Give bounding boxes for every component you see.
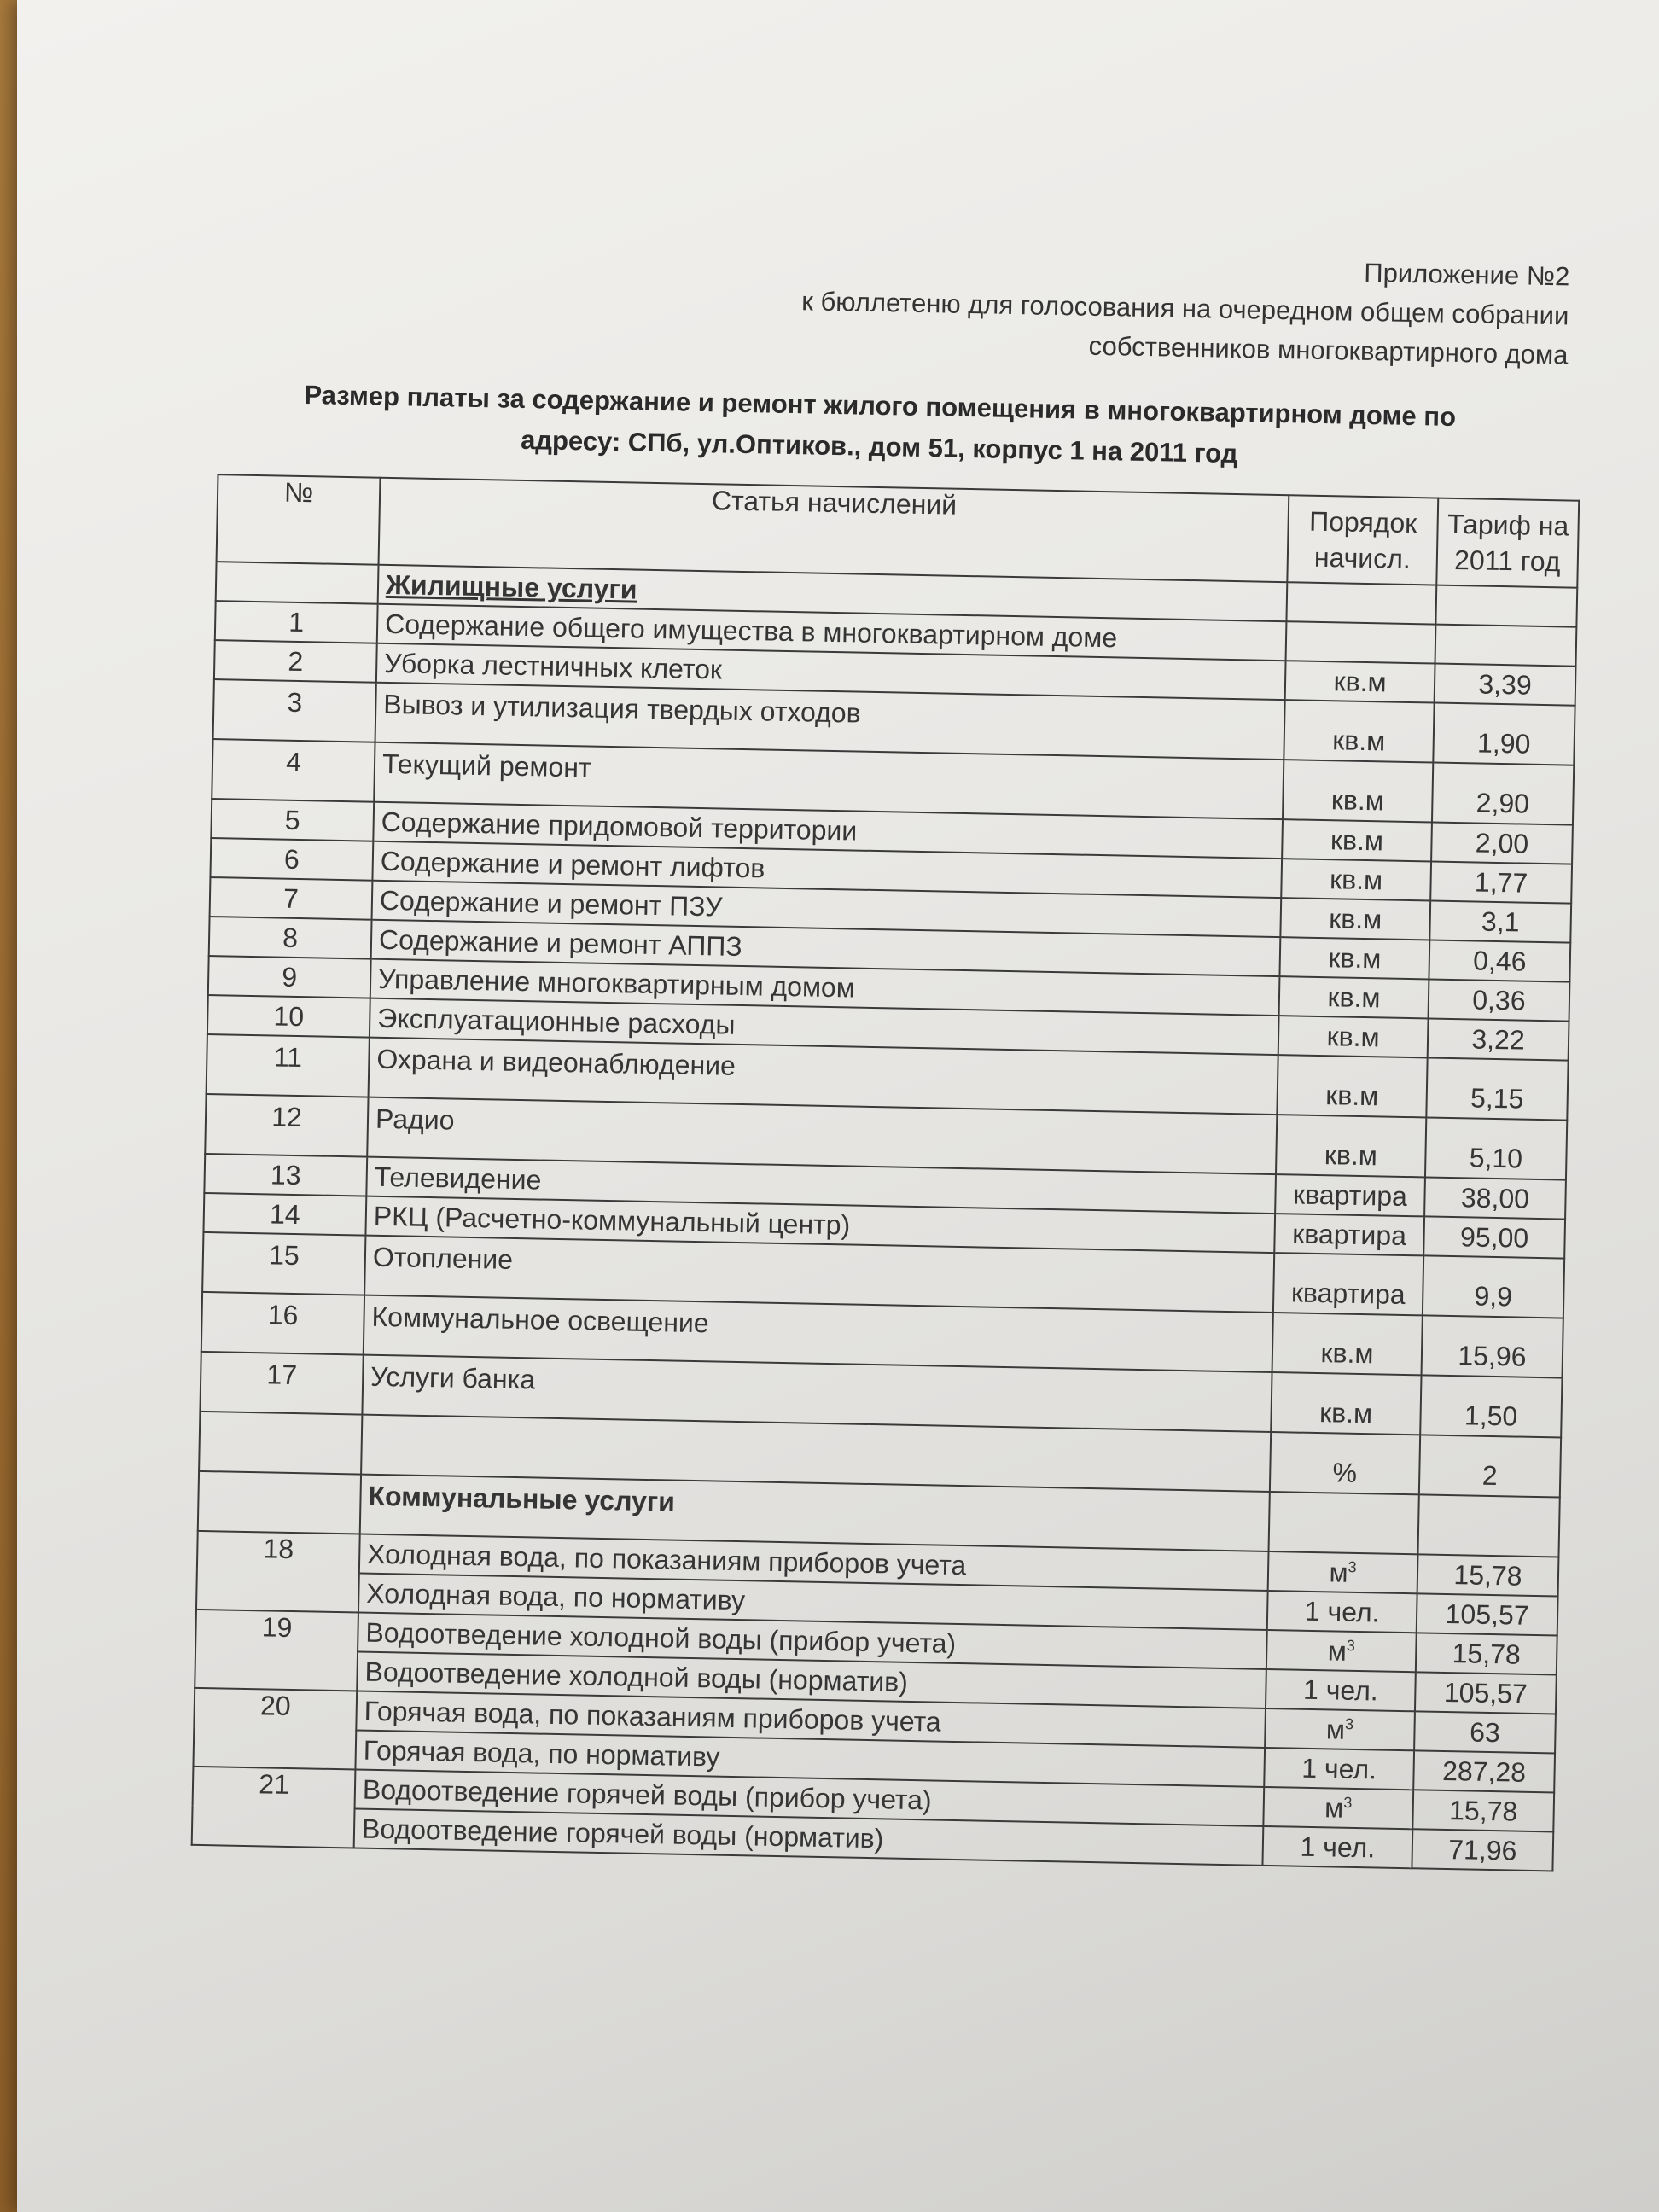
row-tariff: 5,15 <box>1426 1057 1568 1120</box>
row-tariff: 15,96 <box>1422 1315 1563 1377</box>
header-tariff-line-2: 2011 год <box>1453 544 1561 578</box>
row-unit-text: м <box>1327 1634 1348 1667</box>
row-unit-text: м <box>1324 1791 1344 1824</box>
row-unit: кв.м <box>1282 819 1432 861</box>
row-unit-text: 1 чел. <box>1304 1595 1380 1627</box>
row-unit-text: м <box>1325 1713 1346 1745</box>
appendix-header <box>168 230 1586 375</box>
paper-sheet <box>17 0 1659 2212</box>
document-title <box>166 372 1585 481</box>
row-unit: кв.м <box>1279 976 1429 1018</box>
row-name: Водоотведение горячей воды (прибор учета) <box>355 1769 1265 1825</box>
row-unit: квартира <box>1273 1253 1423 1315</box>
section-unit-cell <box>1286 582 1436 624</box>
row-number: 21 <box>192 1767 356 1848</box>
section-num-cell <box>198 1471 361 1534</box>
row-unit: кв.м <box>1283 760 1433 822</box>
row-tariff: 0,46 <box>1429 940 1570 981</box>
row-unit-superscript: 3 <box>1344 1714 1354 1732</box>
row-name: Вывоз и утилизация твердых отходов <box>375 683 1285 760</box>
row-tariff: 5,10 <box>1425 1117 1567 1179</box>
row-number: 5 <box>211 799 374 841</box>
row-tariff: 1,77 <box>1430 861 1572 903</box>
row-name: Холодная вода, по нормативу <box>358 1574 1268 1630</box>
row-tariff: 9,9 <box>1423 1255 1564 1318</box>
row-tariff: 3,39 <box>1435 664 1576 706</box>
row-name: Содержание общего имущества в многоквартирном доме <box>377 604 1287 661</box>
row-tariff: 3,22 <box>1428 1018 1569 1060</box>
row-name: Содержание придомовой территории <box>373 802 1283 859</box>
row-unit: кв.м <box>1277 1055 1427 1117</box>
appendix-line-1: Приложение №2 <box>1364 257 1570 292</box>
row-tariff: 287,28 <box>1413 1750 1555 1792</box>
row-number: 1 <box>215 601 378 643</box>
row-name: Охрана и видеонаблюдение <box>369 1038 1278 1115</box>
tariff-table <box>191 474 1580 1871</box>
row-tariff: 105,57 <box>1417 1593 1558 1635</box>
row-unit <box>1264 1748 1414 1790</box>
row-number: 8 <box>209 917 372 959</box>
row-name: Текущий ремонт <box>374 742 1284 819</box>
row-unit-superscript: 3 <box>1346 1636 1356 1654</box>
row-number: 10 <box>207 995 370 1038</box>
row-unit <box>1286 621 1436 663</box>
header-unit <box>1287 495 1438 585</box>
row-tariff: 2,00 <box>1431 823 1573 864</box>
row-number: 13 <box>204 1154 367 1196</box>
row-unit: кв.м <box>1285 661 1435 702</box>
row-name: Содержание и ремонт лифтов <box>372 841 1282 898</box>
row-number: 11 <box>207 1034 370 1097</box>
section-utilities-label: Коммунальные услуги <box>368 1480 676 1517</box>
header-tariff-line-1: Тариф на <box>1447 508 1569 542</box>
row-unit-superscript: 3 <box>1343 1793 1353 1811</box>
row-unit: кв.м <box>1272 1313 1423 1375</box>
row-unit <box>1266 1630 1417 1672</box>
row-name: Управление многоквартирным домом <box>370 959 1280 1016</box>
row-number: 17 <box>200 1352 363 1415</box>
row-unit: кв.м <box>1280 898 1430 940</box>
row-unit-text: 1 чел. <box>1301 1752 1377 1784</box>
header-unit-line-1: Порядок <box>1308 505 1417 539</box>
row-number: 16 <box>201 1292 364 1355</box>
row-unit <box>1263 1787 1413 1829</box>
section-tariff-cell <box>1417 1494 1559 1557</box>
row-unit: кв.м <box>1276 1115 1426 1177</box>
row-name: Отопление <box>364 1236 1274 1313</box>
row-unit-text: м <box>1329 1556 1348 1588</box>
row-name: Горячая вода, по показаниям приборов учета <box>356 1691 1266 1748</box>
row-number: 12 <box>205 1094 368 1157</box>
row-tariff: 15,78 <box>1416 1633 1557 1674</box>
section-housing-label: Жилищные услуги <box>385 568 637 605</box>
row-tariff: 3,1 <box>1429 900 1571 942</box>
row-unit: кв.м <box>1271 1372 1421 1435</box>
row-name: Холодная вода, по показаниям приборов учета <box>359 1534 1269 1591</box>
header-tariff <box>1436 498 1579 588</box>
row-unit: квартира <box>1275 1174 1425 1216</box>
row-tariff: 2 <box>1419 1435 1561 1497</box>
row-unit-superscript: 3 <box>1348 1557 1357 1575</box>
row-name: РКЦ (Расчетно-коммунальный центр) <box>365 1196 1275 1253</box>
title-line-1: Размер платы за содержание и ремонт жилого помещения в многоквартирном доме по <box>304 380 1457 432</box>
row-number: 2 <box>214 640 377 683</box>
row-unit: кв.м <box>1284 700 1434 762</box>
row-number: 9 <box>208 956 371 998</box>
row-number: 6 <box>210 838 373 881</box>
row-name: Содержание и ремонт ПЗУ <box>372 881 1282 937</box>
document-content <box>140 230 1587 1872</box>
row-tariff: 0,36 <box>1429 979 1570 1021</box>
row-name: Радио <box>367 1097 1277 1174</box>
row-unit: кв.м <box>1279 937 1429 979</box>
row-unit <box>1265 1708 1415 1750</box>
row-unit: % <box>1270 1432 1420 1494</box>
header-num: № <box>217 474 381 565</box>
row-name: Эксплуатационные расходы <box>370 998 1279 1055</box>
row-tariff: 95,00 <box>1423 1216 1565 1258</box>
row-number: 4 <box>212 739 375 802</box>
row-number: 14 <box>203 1193 366 1236</box>
row-number: 19 <box>195 1610 358 1691</box>
section-tariff-cell <box>1435 585 1577 627</box>
row-name: Телевидение <box>366 1157 1276 1214</box>
appendix-line-3: собственников многоквартирного дома <box>1088 330 1569 370</box>
row-unit: кв.м <box>1278 1016 1429 1057</box>
row-tariff <box>1435 625 1577 667</box>
title-line-2: адресу: СПб, ул.Оптиков., дом 51, корпус 1 на 2011 год <box>520 424 1238 469</box>
row-unit: квартира <box>1274 1214 1424 1255</box>
row-unit-text: 1 чел. <box>1302 1674 1379 1706</box>
section-unit-cell <box>1269 1492 1419 1554</box>
row-unit <box>1268 1551 1418 1593</box>
row-tariff: 71,96 <box>1412 1829 1553 1871</box>
row-tariff: 15,78 <box>1412 1790 1554 1831</box>
appendix-line-2: к бюллетеню для голосования на очередном общем собрании <box>801 286 1569 331</box>
row-tariff: 1,50 <box>1420 1375 1562 1437</box>
row-name: Уборка лестничных клеток <box>376 643 1286 700</box>
row-tariff: 2,90 <box>1432 763 1574 825</box>
row-unit: кв.м <box>1281 859 1431 900</box>
row-name: Коммунальное освещение <box>364 1295 1273 1372</box>
row-number: 3 <box>213 679 376 742</box>
section-num-cell <box>216 562 379 604</box>
row-number: 7 <box>210 877 373 920</box>
row-name: Горячая вода, по нормативу <box>355 1730 1265 1786</box>
header-unit-line-2: начисл. <box>1313 541 1412 574</box>
row-unit-text: 1 чел. <box>1300 1831 1376 1863</box>
row-tariff: 1,90 <box>1433 703 1575 765</box>
row-number: 18 <box>196 1531 360 1613</box>
row-number: 20 <box>193 1688 357 1770</box>
row-tariff: 15,78 <box>1417 1554 1559 1596</box>
row-name: Водоотведение горячей воды (норматив) <box>354 1808 1264 1865</box>
row-name: Водоотведение холодной воды (норматив) <box>357 1652 1266 1708</box>
row-unit <box>1262 1826 1412 1868</box>
row-tariff: 105,57 <box>1415 1672 1557 1714</box>
row-unit <box>1266 1669 1416 1711</box>
row-unit <box>1267 1591 1417 1633</box>
row-name: Содержание и ремонт АППЗ <box>371 920 1281 976</box>
row-tariff: 63 <box>1414 1711 1556 1753</box>
row-name: Водоотведение холодной воды (прибор учета) <box>358 1613 1267 1669</box>
row-number: 15 <box>202 1232 365 1295</box>
header-name: Статья начислений <box>379 478 1289 582</box>
row-name: Услуги банка <box>362 1355 1272 1432</box>
row-number <box>199 1412 362 1475</box>
row-tariff: 38,00 <box>1424 1177 1566 1219</box>
